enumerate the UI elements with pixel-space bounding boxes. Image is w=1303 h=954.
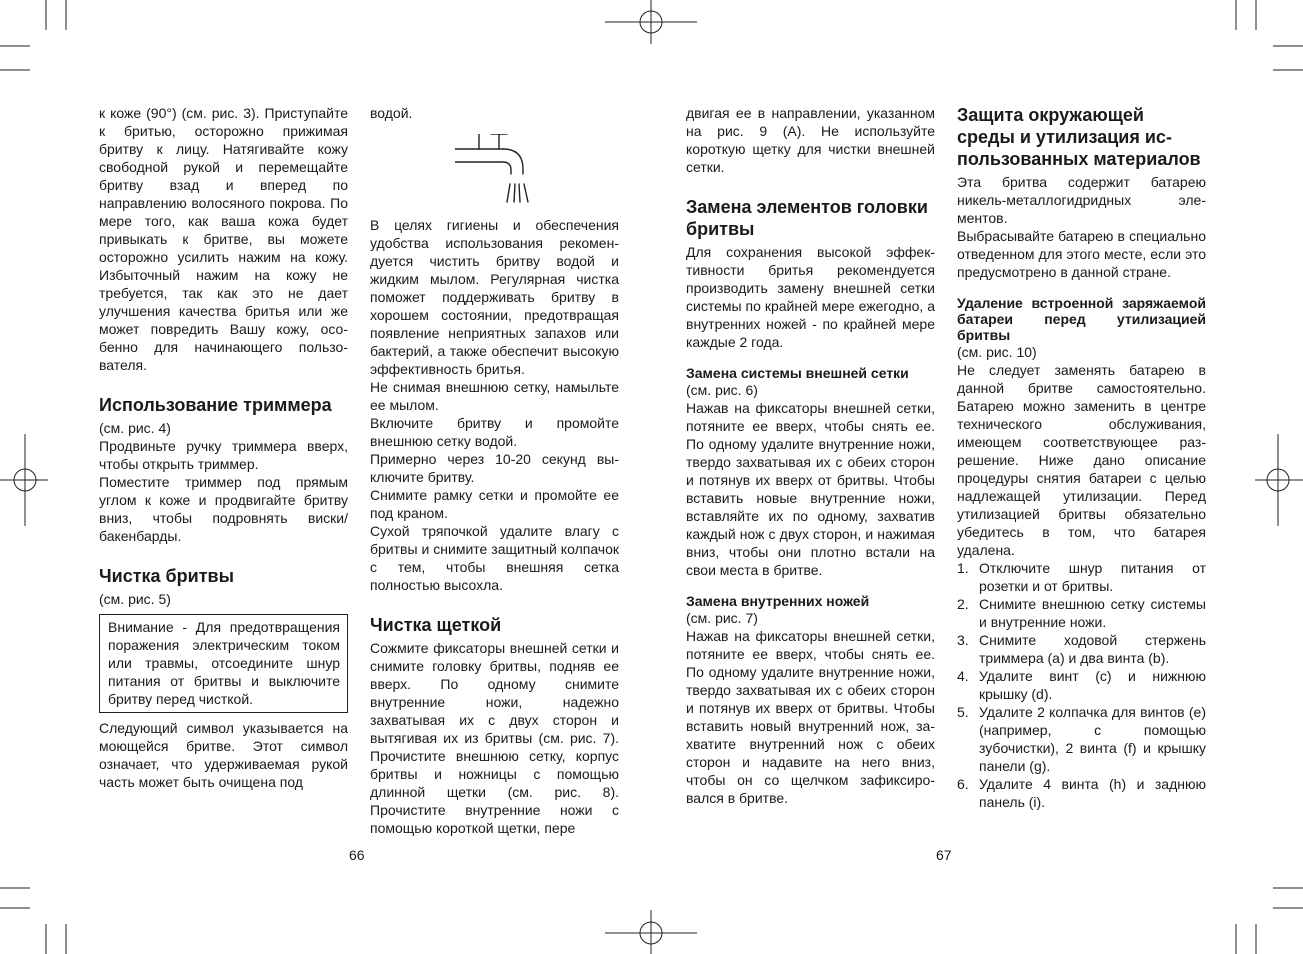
list-item: 3. Снимите ходовой стержень триммера (a) и два винта (b). (957, 632, 1206, 666)
water-continuation: водой. (370, 105, 413, 121)
wash-step-4: Снимите рамку сетки и промойте ее под краном. (370, 487, 619, 521)
trimmer-heading: Использование триммера (99, 395, 332, 415)
environment-heading: Защита окружающей среды и утилизация использованных материалов (957, 105, 1201, 169)
brush-cleaning-text: Сожмите фиксаторы внешней сетки и снимите головку бритвы, подняв ее вверх. По одному снимите внутренние ножи, надежно захватывая их с двух сторон и вытягивая их из бритвы (см. рис. 7). Прочистите внешнюю сетку, корпус бритвы и ножницы с помощью длинной щетки (см. рис. 8). Прочистите внутренние ножи с помощью короткой щетки, пере (370, 640, 619, 836)
warning-box: Внимание - Для предотвращения поражения электрическим током или травмы, отсоедините шнур питания от бритвы и выключите бритву перед чисткой. (99, 614, 348, 713)
page-66-column-1 (99, 104, 348, 791)
page-number-left: 66 (349, 847, 365, 863)
wash-step-5: Сухой тряпочкой удалите влагу с бритвы и снимите защитный колпачок с тем, чтобы внешняя сетка полностью высохла. (370, 523, 619, 593)
trimmer-step-2: Поместите триммер под прямым углом к коже и продвигайте бритву вниз, чтобы подровнять виски/ бакенбарды. (99, 474, 348, 544)
cleaning-figure-ref: (см. рис. 5) (99, 591, 171, 607)
battery-removal-figure-ref: (см. рис. 10) (957, 344, 1037, 360)
environment-text-2: Выбрасывайте батарею в специально отведенном для этого месте, если это предусмотрено в данной стране. (957, 228, 1206, 280)
outer-foil-heading: Замена системы внешней сетки (686, 365, 909, 381)
outer-foil-figure-ref: (см. рис. 6) (686, 382, 758, 398)
list-item: 2. Снимите внешнюю сетку системы и внутренние ножи. (957, 596, 1206, 630)
brush-continuation: двигая ее в направлении, указанном на рис. 9 (A). Не используйте короткую щетку для чистки внешней сетки. (686, 105, 935, 175)
cleaning-heading: Чистка бритвы (99, 566, 234, 586)
trimmer-step-1: Продвиньте ручку триммера вверх, чтобы открыть триммер. (99, 438, 348, 472)
tap-water-icon (455, 134, 535, 204)
list-item: 5. Удалите 2 колпачка для винтов (e) (например, с помощью зубочистки), 2 винта (f) и крышку панели (g). (957, 704, 1206, 774)
page-67-column-2 (957, 104, 1206, 811)
wash-step-1: Не снимая внешнюю сетку, намыльте ее мылом. (370, 379, 619, 413)
page-66-column-2 (370, 104, 619, 837)
battery-removal-heading: Удаление встроенной заряжаемой батареи перед утилизацией бритвы (957, 295, 1206, 343)
replace-parts-heading: Замена элементов головки бритвы (686, 197, 928, 239)
wash-step-2: Включите бритву и промойте внешнюю сетку водой. (370, 415, 619, 449)
washable-symbol-text: Следующий символ указывается на моющейся бритве. Этот символ означает, что удерживаемая рукой часть может быть очищена под (99, 720, 348, 790)
hygiene-text: В целях гигиены и обеспечения удобства использования рекомендуется чистить бритву водой и жидким мылом. Регулярная чистка поможет поддерживать бритву в хорошем состоянии, предотвращая появление неприятных запахов или бактерий, а также обеспечит высокую эффективность бритья. (370, 217, 619, 377)
inner-blade-text: Нажав на фиксаторы внешней сетки, потяните ее вверх, чтобы снять ее. По одному удалите внутренние ножи, твердо захватывая их с обеих сторон и потянув их вверх от бритвы. Чтобы вставить новый внутренний нож, захватите внутренний нож с обеих сторон и надавите на него вниз, чтобы он со щелчком зафиксировался в бритве. (686, 628, 935, 806)
list-item: 6. Удалите 4 винта (h) и заднюю панель (i). (957, 776, 1206, 810)
inner-blade-figure-ref: (см. рис. 7) (686, 610, 758, 626)
brush-cleaning-heading: Чистка щеткой (370, 615, 502, 635)
shaving-instructions: к коже (90°) (см. рис. 3). Приступайте к бритью, осторожно прижимая бритву к лицу. Натягивайте кожу свободной рукой и перемещайте бритву взад и вперед по направлению волосяного покрова. По мере того, как ваша кожа будет привыкать к бритве, вы можете осторожно усилить нажим на кожу. Избыточный нажим на кожу не требуется, так как это не дает улучшения качества бритья или же может повредить Вашу кожу, особенно для начинающего пользователя. (99, 105, 348, 373)
environment-text-1: Эта бритва содержит батарею никель-металлогидридных элементов. (957, 174, 1206, 226)
battery-removal-text: Не следует заменять батарею в данной бритве самостоятельно. Батарею можно заменить в центре технического обслуживания, имеющем соответствующее разрешение. Ниже дано описание процедуры снятия батареи с целью надлежащей утилизации. Перед утилизацией бритвы обязательно убедитесь в том, что батарея удалена. (957, 362, 1206, 558)
list-item: 1. Отключите шнур питания от розетки и от бритвы. (957, 560, 1206, 594)
page-number-right: 67 (936, 847, 952, 863)
inner-blade-heading: Замена внутренних ножей (686, 593, 870, 609)
wash-step-3: Примерно через 10-20 секунд выключите бритву. (370, 451, 619, 485)
page-67-column-1 (686, 104, 935, 807)
battery-removal-steps (957, 559, 1206, 811)
list-item: 4. Удалите винт (c) и нижнюю крышку (d). (957, 668, 1206, 702)
trimmer-figure-ref: (см. рис. 4) (99, 420, 171, 436)
replace-parts-text: Для сохранения высокой эффективности бритья рекомендуется производить замену внешней сетки системы по крайней мере ежегодно, а внутренних ножей - по крайней мере каждые 2 года. (686, 244, 935, 350)
outer-foil-text: Нажав на фиксаторы внешней сетки, потяните ее вверх, чтобы снять ее. По одному удалите внутренние ножи, твердо захватывая их с обеих сторон и потянув их вверх от бритвы. Чтобы вставить новые внутренние ножи, вставляйте их по одному, захватив каждый нож с двух сторон, и нажимая вниз, чтобы они плотно встали на свои места в бритве. (686, 400, 935, 578)
